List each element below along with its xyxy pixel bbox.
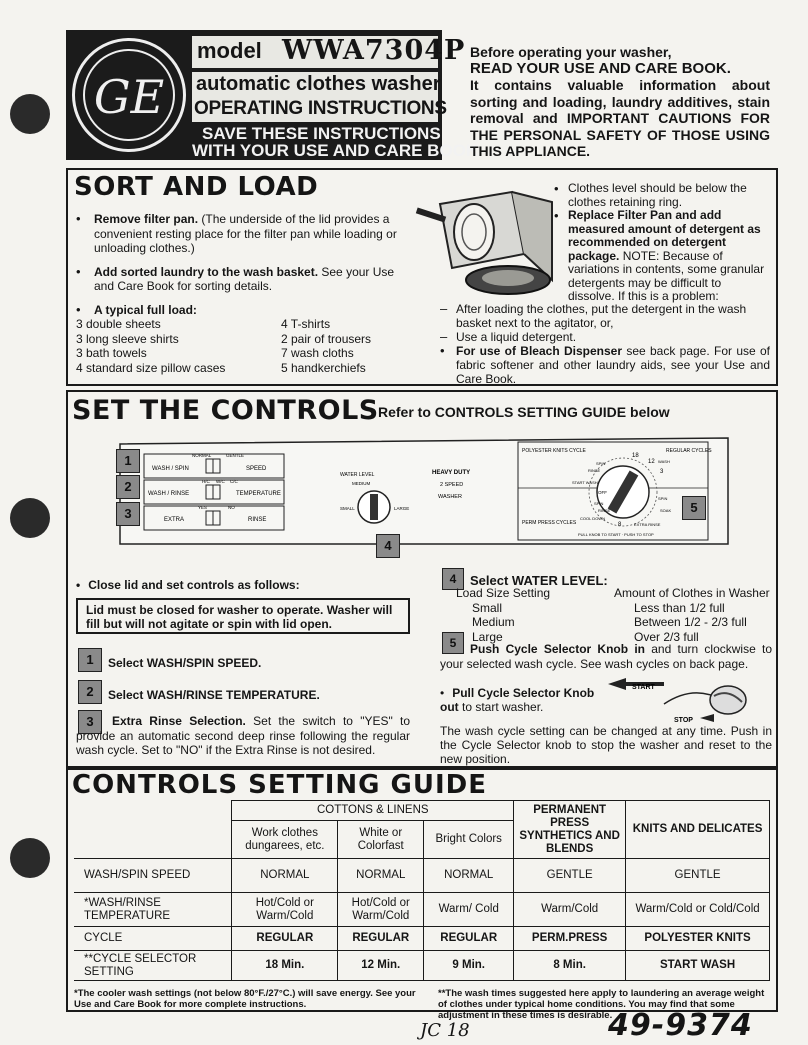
panel-label-wash-rinse: WASH / RINSE	[148, 491, 190, 497]
panel-label-regular: REGULAR CYCLES	[666, 448, 712, 454]
step-1-text: Select WASH/SPIN SPEED.	[108, 656, 262, 670]
panel-label-yes: YES	[198, 505, 208, 510]
sort-load-item-filter: • Remove filter pan. (The underside of the lid provides a convenient resting place for the filter pan while loading or unloading clothes.)	[76, 211, 397, 255]
binder-hole-bottom	[10, 838, 50, 878]
step-5-rest: and turn clockwise to your selected wash cycle. See wash cycles on back page.	[440, 642, 773, 671]
table-cell: 18 Min.	[232, 951, 338, 981]
panel-label-water-level: WATER LEVEL	[340, 472, 375, 478]
settings-guide-table	[74, 800, 770, 981]
panel-label-gentle: GENTLE	[226, 453, 245, 458]
control-panel-illustration	[118, 432, 730, 552]
item-bold: Replace Filter Pan and add measured amount of detergent as recommended on detergent package.	[568, 208, 761, 263]
step-badge-2: 2	[78, 680, 102, 704]
dial-label-wash: WASH	[658, 459, 670, 464]
step-badge-1: 1	[78, 648, 102, 672]
table-cell: 12 Min.	[338, 951, 424, 981]
step-2-text: Select WASH/RINSE TEMPERATURE.	[108, 688, 320, 702]
dial-label-start-wash: START WASH	[572, 480, 598, 485]
handwritten-note-left: JC 18	[420, 1020, 470, 1041]
load-size: Small	[472, 600, 503, 615]
model-number: WWA7304P	[282, 35, 466, 66]
dash-item-detergent-basket: – After loading the clothes, put the detergent in the wash basket next to the agitator, or,	[440, 301, 747, 330]
dial-label-rinse: RINSE	[598, 508, 611, 513]
panel-label-wash-spin: WASH / SPIN	[152, 466, 189, 472]
model-label: model	[197, 38, 262, 63]
pull-knob-text: • Pull Cycle Selector Knob out to start washer.	[440, 686, 595, 714]
water-level-table	[456, 586, 774, 644]
intro-body: It contains valuable information about sorting and loading, laundry additives, stain removal and IMPORTANT CAUTIONS FOR THE PERSONAL SAFETY OF THOSE USING THIS APPLIANCE.	[470, 77, 770, 159]
panel-label-speed: SPEED	[246, 466, 267, 472]
water-level-title: Select WATER LEVEL:	[470, 573, 608, 588]
table-cell: NORMAL	[232, 859, 338, 893]
load-amount: Over 2/3 full	[634, 629, 699, 644]
pull-rest: to start washer.	[458, 700, 544, 714]
panel-label-poly: POLYESTER KNITS CYCLE	[522, 448, 586, 454]
intro-line1: Before operating your washer,	[470, 44, 672, 60]
load-item: 4 T-shirts	[281, 317, 331, 331]
step-5-bold: Push Cycle Selector Knob in	[470, 642, 645, 656]
close-lid-instruction: • Close lid and set controls as follows:	[76, 578, 300, 592]
load-item: 4 standard size pillow cases	[76, 360, 226, 375]
pull-bold: Pull Cycle Selector Knob out	[440, 686, 595, 714]
table-cell: GENTLE	[514, 859, 626, 893]
set-controls-subtitle: Refer to CONTROLS SETTING GUIDE below	[378, 404, 670, 420]
panel-label-heavy-duty: HEAVY DUTY	[432, 470, 471, 476]
table-cell: REGULAR	[424, 927, 514, 951]
load-item: 3 double sheets	[76, 317, 161, 331]
item-text: NOTE: Because of variations in contents, some granular detergents may be difficult to dissolve. If this is a problem:	[568, 248, 765, 303]
load-item: 3 long sleeve shirts	[76, 331, 179, 346]
table-cell: POLYESTER KNITS	[626, 927, 770, 951]
load-item: 3 bath towels	[76, 346, 147, 360]
table-cell: Hot/Cold or Warm/Cold	[338, 893, 424, 927]
footnote-wash-times: **The wash times suggested here apply to laundering an average weight of clothes under typical home conditions. You may find that some adjustment in these times is desirable.	[438, 988, 765, 1021]
table-cell: NORMAL	[338, 859, 424, 893]
item-text: (The underside of the lid provides a convenient resting place for the filter pan while loading or unloading clothes.)	[94, 212, 397, 255]
dial-label-12: 12	[648, 459, 655, 465]
panel-label-small: SMALL	[340, 506, 355, 511]
intro-notice	[470, 44, 770, 160]
table-row	[74, 893, 770, 927]
panel-label-extra: EXTRA	[164, 517, 185, 523]
table-row	[74, 801, 770, 821]
panel-label-wc: W/C	[216, 479, 225, 484]
typical-load-list	[76, 317, 408, 375]
table-cell: Hot/Cold or Warm/Cold	[232, 893, 338, 927]
item-text: Use a liquid detergent.	[456, 330, 577, 344]
lid-warning-box: Lid must be closed for washer to operate. Washer will fill but will not agitate or spin with lid open.	[76, 598, 410, 634]
water-level-header	[456, 586, 774, 601]
panel-label-rinse: RINSE	[248, 517, 267, 523]
binder-hole-top	[10, 94, 50, 134]
table-cell: START WASH	[626, 951, 770, 981]
load-size-header: Load Size Setting	[456, 586, 551, 600]
table-cell: Warm/Cold or Cold/Cold	[626, 893, 770, 927]
table-cell: 9 Min.	[424, 951, 514, 981]
table-cell: Warm/Cold	[514, 893, 626, 927]
sort-load-item-level: • Clothes level should be below the clothes retaining ring.	[554, 181, 747, 209]
item-text: see back page. For use of fabric softener and other laundry aids, see your Use and Care Book.	[456, 344, 770, 386]
sub-header: White or Colorfast	[338, 821, 424, 859]
dial-label-off: OFF	[598, 490, 607, 495]
group-perm-header: PERMANENT PRESS SYNTHETICS AND BLENDS	[514, 801, 626, 859]
panel-label-2-speed: 2 SPEED	[440, 482, 464, 488]
sort-load-item-detergent: • Replace Filter Pan and add measured amount of detergent as recommended on detergent package. NOTE: Because of variations in contents, some granular detergents may be difficult to dissolve. If this is a problem:	[554, 208, 765, 303]
item-bold: A typical full load:	[94, 302, 197, 317]
row-label: CYCLE	[74, 927, 232, 951]
product-subtitle: automatic clothes washer	[196, 73, 441, 95]
sort-load-right-column	[554, 182, 770, 304]
panel-label-perm: PERM PRESS CYCLES	[522, 520, 577, 526]
dial-label-8: 8	[618, 522, 622, 528]
step-3-rest: Set the switch to "YES" to provide an automatic second deep rinse following the regular wash cycle. Set to "NO" if the Extra Rinse is not desired.	[76, 714, 410, 757]
binder-hole-middle	[10, 498, 50, 538]
group-cottons-header: COTTONS & LINENS	[232, 801, 514, 821]
step-badge-4: 4	[442, 568, 464, 590]
step-badge-5: 5	[682, 496, 706, 520]
table-cell: PERM.PRESS	[514, 927, 626, 951]
table-cell: Warm/ Cold	[424, 893, 514, 927]
item-text: See your Use and Care Book for sorting details.	[94, 264, 395, 293]
load-size: Large	[472, 629, 503, 644]
stop-label: STOP	[674, 717, 693, 724]
dial-label-rinse-top: RINSE	[588, 468, 601, 473]
dial-label-18: 18	[632, 453, 639, 459]
sort-load-bottom	[440, 302, 770, 386]
panel-label-pull: PULL KNOB TO START · PUSH TO STOP	[578, 532, 654, 537]
item-bold: For use of Bleach Dispenser	[456, 344, 622, 358]
panel-label-medium: MEDIUM	[352, 481, 371, 486]
step-badge-2: 2	[116, 475, 140, 499]
panel-label-cc: C/C	[230, 479, 238, 484]
table-cell: GENTLE	[626, 859, 770, 893]
close-lid-text: Close lid and set controls as follows:	[88, 578, 300, 592]
step-badge-5: 5	[442, 632, 464, 654]
table-row	[74, 927, 770, 951]
filter-pan-illustration	[412, 184, 562, 302]
sort-load-title: SORT AND LOAD	[74, 172, 319, 202]
start-label: START	[632, 684, 655, 691]
step-badge-1: 1	[116, 449, 140, 473]
save-instructions-line1: SAVE THESE INSTRUCTIONS	[202, 124, 441, 143]
item-bold: Remove filter pan.	[94, 212, 199, 226]
panel-label-no: NO	[228, 505, 235, 510]
load-amount: Less than 1/2 full	[634, 600, 725, 615]
load-item: 2 pair of trousers	[281, 331, 372, 346]
table-row	[74, 951, 770, 981]
table-cell: REGULAR	[232, 927, 338, 951]
row-label: **CYCLE SELECTOR SETTING	[74, 951, 232, 981]
knob-start-stop-illustration	[604, 674, 764, 726]
table-cell: 8 Min.	[514, 951, 626, 981]
step-3-text	[76, 714, 410, 758]
cycle-change-note: The wash cycle setting can be changed at any time. Push in the Cycle Selector knob to stop the washer and reset to the new position.	[440, 724, 772, 766]
step-badge-3: 3	[116, 502, 140, 526]
dash-item-liquid: – Use a liquid detergent.	[440, 329, 577, 344]
handwritten-note-right: 49-9374	[608, 1008, 753, 1043]
panel-label-washer: WASHER	[438, 494, 462, 500]
dial-label-3: 3	[660, 469, 664, 475]
ge-logo	[72, 38, 186, 152]
panel-label-large: LARGE	[394, 506, 410, 511]
step-5-text	[440, 642, 772, 672]
settings-guide-title: CONTROLS SETTING GUIDE	[72, 770, 487, 800]
step-badge-3: 3	[78, 710, 102, 734]
item-bold: Add sorted laundry to the wash basket.	[94, 264, 319, 279]
dial-label-cool-down: COOL DOWN	[580, 516, 605, 521]
load-size: Medium	[472, 615, 515, 629]
item-text: After loading the clothes, put the detergent in the wash basket next to the agitator, or,	[456, 302, 747, 330]
group-knits-header: KNITS AND DELICATES	[626, 801, 770, 859]
panel-label-normal: NORMAL	[192, 453, 212, 458]
dial-label-spin-right: SPIN	[658, 496, 668, 501]
page-title: OPERATING INSTRUCTIONS	[194, 98, 447, 119]
sub-header: Work clothes dungarees, etc.	[232, 821, 338, 859]
load-item: 5 handkerchiefs	[281, 360, 366, 375]
dial-label-spin: SPIN	[594, 501, 604, 506]
panel-label-temperature: TEMPERATURE	[236, 491, 281, 497]
panel-label-hc: H/C	[202, 479, 210, 484]
sort-load-item-laundry: • Add sorted laundry to the wash basket. See your Use and Care Book for sorting details.	[76, 263, 395, 293]
footnote-temperature: *The cooler wash settings (not below 80°F./27°C.) will save energy. See your Use and Care Book for more complete instructions.	[74, 988, 416, 1010]
row-label: *WASH/RINSE TEMPERATURE	[74, 893, 232, 927]
dial-label-soak: SOAK	[660, 508, 672, 513]
dial-label-spin-top: SPIN	[596, 461, 606, 466]
load-item: 7 wash cloths	[281, 346, 354, 360]
step-badge-4: 4	[376, 534, 400, 558]
step-3-bold: Extra Rinse Selection.	[112, 714, 246, 728]
item-text: Clothes level should be below the clothes retaining ring.	[568, 181, 747, 209]
ge-logo-text: GE	[83, 49, 175, 141]
water-level-row	[456, 615, 774, 630]
sort-load-item-typical-load: • A typical full load:	[76, 301, 197, 317]
sub-header: Bright Colors	[424, 821, 514, 859]
intro-line2: READ YOUR USE AND CARE BOOK.	[470, 59, 731, 77]
table-cell: NORMAL	[424, 859, 514, 893]
table-row	[74, 859, 770, 893]
amount-header: Amount of Clothes in Washer	[614, 586, 770, 600]
table-cell: REGULAR	[338, 927, 424, 951]
bleach-item: • For use of Bleach Dispenser see back page. For use of fabric softener and other laundry aids, see your Use and Care Book.	[440, 343, 770, 386]
load-amount: Between 1/2 - 2/3 full	[634, 615, 747, 629]
dial-label-extra-rinse: EXTRA RINSE	[634, 522, 661, 527]
water-level-row	[456, 601, 774, 616]
set-controls-title: SET THE CONTROLS	[72, 395, 379, 426]
sort-load-left-column	[76, 212, 408, 375]
row-label: WASH/SPIN SPEED	[74, 859, 232, 893]
save-instructions-line2: WITH YOUR USE AND CARE BOOK	[192, 141, 479, 160]
